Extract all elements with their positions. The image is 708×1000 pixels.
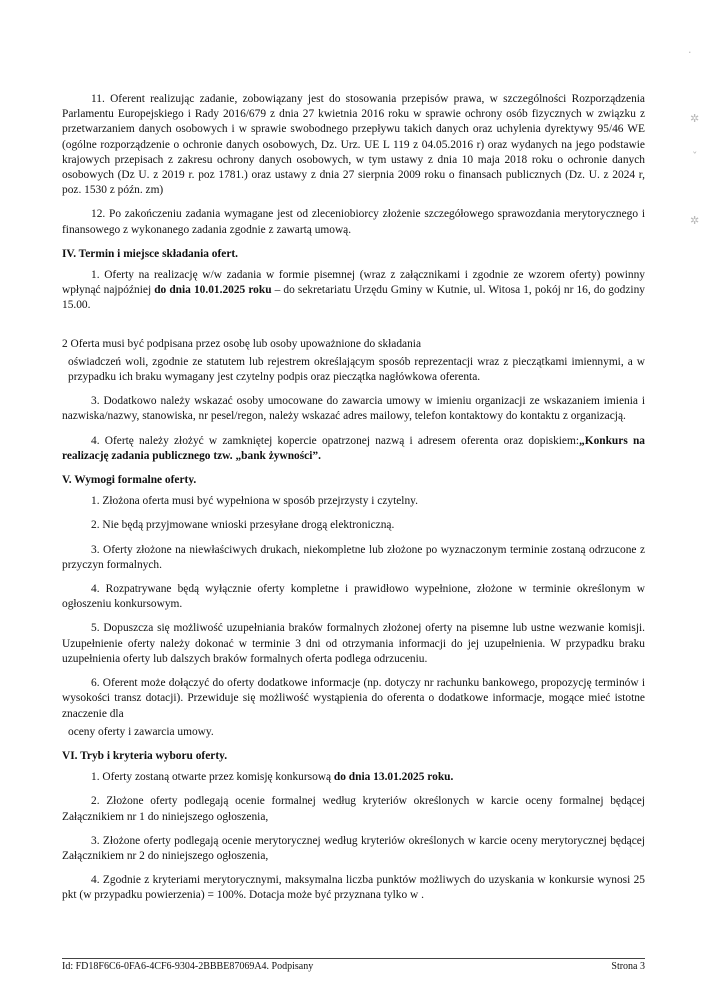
scan-speck-icon: ✲ xyxy=(690,112,700,125)
section-heading-vi: VI. Tryb i kryteria wyboru oferty. xyxy=(62,749,228,762)
item-text: 1. Oferty na realizację w/w zadania w formie pisemnej (wraz z załącznikami i zgodnie ze wzorem oferty) powinny wpłynąć najpóźniej xyxy=(62,269,645,297)
section-heading-iv: IV. Termin i miejsce składania ofert. xyxy=(62,247,239,260)
section-vi-item-2: 2. Złożone oferty podlegają ocenie formalnej według kryteriów określonych w karcie oceny formalnej będącej Załącznikiem nr 1 do niniejszego ogłoszenia, xyxy=(62,795,645,823)
envelope-caption: „Konkurs na realizację zadania publicznego tzw. „bank żywności”. xyxy=(62,434,645,462)
section-vi-item-4: 4. Zgodnie z kryteriami merytorycznymi, maksymalna liczba punktów możliwych do uzyskania w konkursie wynosi 25 pkt (w przypadku powierzenia) = 100%. Dotacja może być przyznana tylko w . xyxy=(62,874,645,902)
section-v-item-2: 2. Nie będą przyjmowane wnioski przesyłane drogą elektroniczną. xyxy=(91,519,395,532)
section-v-item-6-continued: oceny oferty i zawarcia umowy. xyxy=(68,725,214,738)
section-vi-item-3: 3. Złożone oferty podlegają ocenie merytorycznej według kryteriów określonych w karcie oceny merytorycznej będącej Załącznikiem nr 2 do niniejszego ogłoszenia, xyxy=(62,834,645,862)
document-id: Id: FD18F6C6-0FA6-4CF6-9304-2BBBE87069A4. Podpisany xyxy=(62,961,314,972)
scan-speck-icon: ˇ xyxy=(692,150,698,163)
deadline-date: do dnia 10.01.2025 roku xyxy=(154,284,272,297)
item-text: 4. Ofertę należy złożyć w zamkniętej kopercie opatrzonej nazwą i adresem oferenta oraz dopiskiem: xyxy=(91,434,580,447)
page-footer xyxy=(62,958,645,972)
item-text: 1. Oferty zostaną otwarte przez komisję konkursową xyxy=(91,771,334,784)
paragraph-11: 11. Oferent realizując zadanie, zobowiązany jest do stosowania przepisów prawa, w szczególności Rozporządzenia Parlamentu Europejskiego i Rady 2016/679 z dnia 27 kwietnia 2016 roku w sprawie ochrony osób fizycznych w związku z przetwarzaniem danych osobowych i w sprawie swobodnego przepływu takich danych oraz uchylenia dyrektywy 95/46 WE (ogólne rozporządzenie o ochronie danych osobowych, Dz. Urz. UE L 119 z 04.05.2016 r) oraz wydanych na jego podstawie krajowych przepisach z zakresu ochrony danych osobowych, w tym ustawy z dnia 10 maja 2018 roku o ochronie danych osobowych (Dz U. z 2019 r. poz 1781.) oraz ustawy z dnia 27 sierpnia 2009 roku o finansach publicznych (Dz. U. z 2024 r, poz. 1530 z późn. zm) xyxy=(62,93,645,197)
opening-date: do dnia 13.01.2025 roku. xyxy=(333,771,454,784)
section-v-item-5: 5. Dopuszcza się możliwość uzupełniania braków formalnych złożonej oferty na pisemne lub ustne wezwanie komisji. Uzupełnienie oferty należy dokonać w terminie 3 dni od otrzymania informacji do jej uzupełnienia. W przypadku braku uzupełnienia oferty lub dalszych braków formalnych oferta podlega odrzuceniu. xyxy=(62,622,645,665)
section-v-item-4: 4. Rozpatrywane będą wyłącznie oferty kompletne i prawidłowo wypełnione, złożone w terminie określonym w ogłoszeniu konkursowym. xyxy=(62,583,645,611)
section-v-item-3: 3. Oferty złożone na niewłaściwych drukach, niekompletne lub złożone po wyznaczonym terminie zostaną odrzucone z przyczyn formalnych. xyxy=(62,543,645,571)
page-number: Strona 3 xyxy=(611,961,645,972)
scan-speck-icon: · xyxy=(688,46,692,59)
paragraph-12: 12. Po zakończeniu zadania wymagane jest od zleceniobiorcy złożenie szczegółowego sprawozdania merytorycznego i finansowego z wykonanego zadania zgodnie z zawartą umową. xyxy=(62,208,645,236)
section-vi-item-1 xyxy=(62,770,645,785)
section-iv-item-1 xyxy=(62,268,645,314)
spacer xyxy=(62,323,645,337)
section-v-item-1: 1. Złożona oferta musi być wypełniona w sposób przejrzysty i czytelny. xyxy=(91,495,418,508)
section-iv-item-2-continued: oświadczeń woli, zgodnie ze statutem lub rejestrem określającym sposób reprezentacji wraz z pieczątkami imiennymi, a w przypadku ich braku wymagany jest czytelny podpis oraz pieczątka nagłówkowa oferenta. xyxy=(68,355,645,384)
section-iv-item-4 xyxy=(62,434,645,464)
section-iv-item-2-start: 2 Oferta musi być podpisana przez osobę lub osoby upoważnione do składania xyxy=(62,337,422,350)
document-body xyxy=(62,92,645,913)
section-v-item-6: 6. Oferent może dołączyć do oferty dodatkowe informacje (np. dotyczy nr rachunku bankowego, propozycję terminów i wysokości transz dotacji). Przewiduje się możliwość wystąpienia do oferenta o dodatkowe informacje, mogące mieć istotne znaczenie dla xyxy=(62,677,645,720)
item-text: – do sekretariatu Urzędu Gminy w Kutnie, ul. Witosa 1, pokój nr 16, do godziny 15.00. xyxy=(62,284,645,312)
section-heading-v: V. Wymogi formalne oferty. xyxy=(62,474,197,487)
scan-speck-icon: ✲ xyxy=(690,214,700,227)
section-iv-item-3: 3. Dodatkowo należy wskazać osoby umocowane do zawarcia umowy w imieniu organizacji ze wskazaniem imienia i nazwiska/nazwy, stanowiska, nr pesel/regon, należy wskazać adres mailowy, telefon kontaktowy do kontaktu z organizacją. xyxy=(62,395,645,423)
